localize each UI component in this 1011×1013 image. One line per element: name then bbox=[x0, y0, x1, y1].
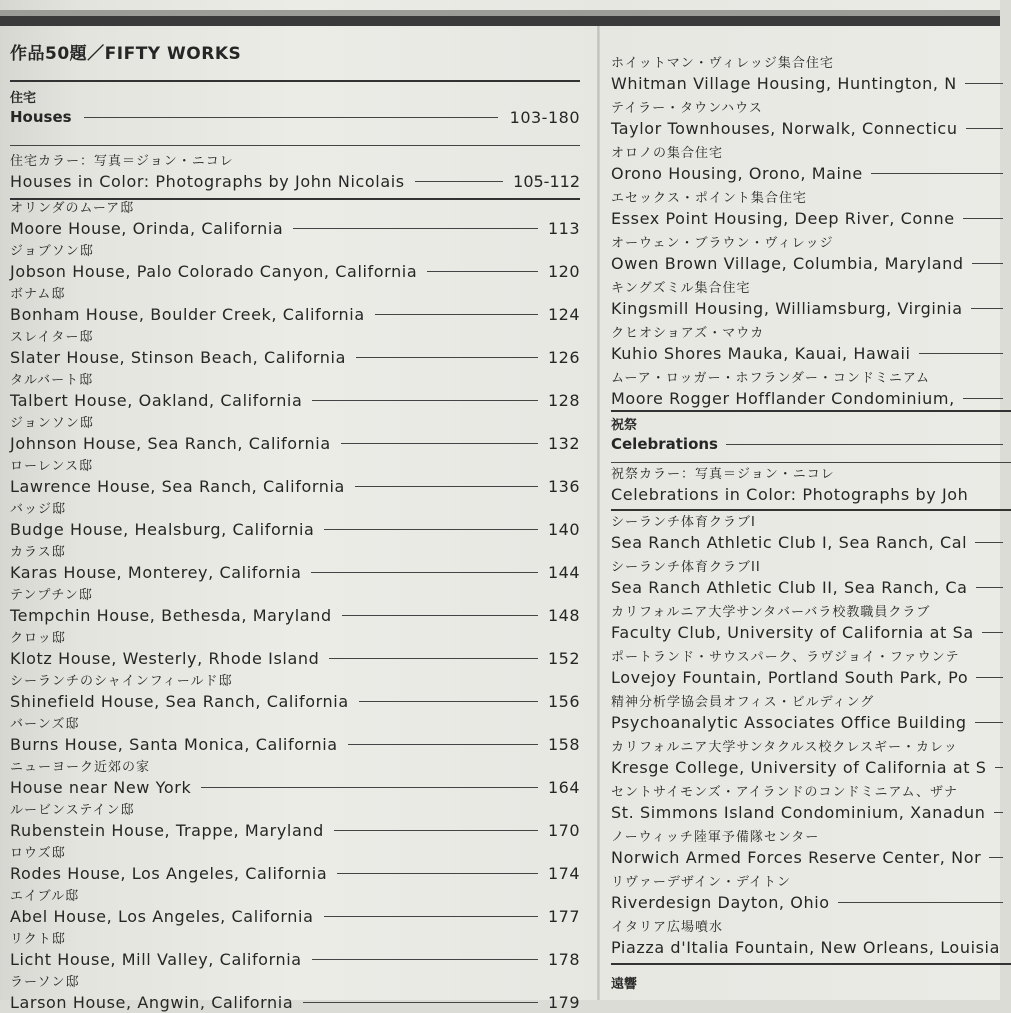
page-number: 126 bbox=[547, 347, 580, 367]
list-item bbox=[611, 601, 1011, 646]
entry-title-ja: 精神分析学協会員オフィス・ビルディング bbox=[611, 695, 875, 710]
entry-title-en: Kingsmill Housing, Williamsburg, Virginia bbox=[611, 298, 963, 318]
entry-title-ja: オロノの集合住宅 bbox=[611, 146, 724, 161]
list-item bbox=[611, 142, 1011, 187]
leader-line bbox=[982, 632, 1003, 633]
left-column bbox=[10, 40, 580, 1013]
leader-line bbox=[375, 314, 538, 315]
entry-title-ja: スレイター邸 bbox=[10, 330, 94, 345]
entry-title-ja: ラーソン邸 bbox=[10, 975, 80, 990]
entry-title-en: Rubenstein House, Trappe, Maryland bbox=[10, 820, 324, 840]
entry-title-ja: シーランチのシャインフィールド邸 bbox=[10, 674, 233, 689]
list-item bbox=[10, 755, 580, 798]
leader-line bbox=[334, 830, 538, 831]
list-item bbox=[611, 367, 1011, 412]
entry-title-en: Moore Rogger Hofflander Condominium, bbox=[611, 388, 955, 408]
page-number: 156 bbox=[547, 691, 580, 711]
entry-title-en: Jobson House, Palo Colorado Canyon, California bbox=[10, 261, 418, 281]
entry-title-en: Burns House, Santa Monica, California bbox=[10, 734, 338, 754]
list-item bbox=[10, 368, 580, 411]
entry-title-en: Tempchin House, Bethesda, Maryland bbox=[10, 605, 332, 625]
entry-title-ja: カリフォルニア大学サンタバーバラ校教職員クラブ bbox=[611, 605, 931, 620]
leader-line bbox=[341, 443, 538, 444]
list-item bbox=[611, 511, 1011, 556]
leader-line bbox=[976, 587, 1004, 588]
section-title-ja: 住宅 bbox=[10, 91, 37, 106]
list-item bbox=[611, 52, 1011, 97]
list-item bbox=[611, 871, 1011, 916]
entry-title-ja: エイブル邸 bbox=[10, 889, 80, 904]
entry-title-ja: テンプチン邸 bbox=[10, 588, 93, 603]
list-item bbox=[10, 841, 580, 884]
page-number: 120 bbox=[547, 261, 580, 281]
page-number: 144 bbox=[547, 562, 580, 582]
footer-section-ja: 遠響 bbox=[611, 977, 638, 992]
entry-title-ja: イタリア広場噴水 bbox=[611, 920, 724, 935]
leader-line bbox=[919, 353, 1003, 354]
entry-title-en: Lawrence House, Sea Ranch, California bbox=[10, 476, 345, 496]
entry-title-en: Rodes House, Los Angeles, California bbox=[10, 863, 328, 883]
leader-line bbox=[312, 959, 538, 960]
entry-title-en: Taylor Townhouses, Norwalk, Connecticu bbox=[611, 118, 958, 138]
entry-title-ja: キングズミル集合住宅 bbox=[611, 281, 751, 296]
entry-title-ja: オリンダのムーア邸 bbox=[10, 201, 135, 216]
entry-title-ja: エセックス・ポイント集合住宅 bbox=[611, 191, 807, 206]
entry-title-en: Sea Ranch Athletic Club II, Sea Ranch, Ca bbox=[611, 577, 968, 597]
entry-title-en: Lovejoy Fountain, Portland South Park, Po bbox=[611, 667, 969, 687]
list-item bbox=[10, 239, 580, 282]
page-number: 152 bbox=[547, 648, 580, 668]
leader-line bbox=[293, 228, 538, 229]
section-title-ja: 祝祭 bbox=[611, 418, 638, 433]
color-section bbox=[10, 154, 580, 194]
list-item bbox=[10, 325, 580, 368]
entry-title-en: Talbert House, Oakland, California bbox=[10, 390, 303, 410]
entry-title-en: Klotz House, Westerly, Rhode Island bbox=[10, 648, 320, 668]
entry-title-ja: クヒオショアズ・マウカ bbox=[611, 326, 765, 341]
list-item bbox=[10, 196, 580, 239]
leader-line bbox=[342, 615, 538, 616]
entry-title-ja: リヴァーデザイン・デイトン bbox=[611, 875, 792, 890]
leader-line bbox=[971, 308, 1003, 309]
entry-title-ja: カラス邸 bbox=[10, 545, 66, 560]
color-section-ja: 祝祭カラー：写真＝ジョン・ニコレ bbox=[611, 467, 835, 482]
page-number: 132 bbox=[547, 433, 580, 453]
leader-line bbox=[359, 701, 538, 702]
list-item bbox=[611, 232, 1011, 277]
section-title-en: Houses bbox=[10, 108, 72, 126]
leader-line bbox=[965, 83, 1003, 84]
color-section bbox=[611, 463, 1011, 505]
entry-title-ja: ボナム邸 bbox=[10, 287, 66, 302]
list-item bbox=[611, 781, 1011, 826]
list-item bbox=[10, 454, 580, 497]
list-item bbox=[10, 970, 580, 1013]
list-item bbox=[611, 277, 1011, 322]
list-item bbox=[10, 927, 580, 970]
leader-line bbox=[311, 572, 537, 573]
entry-title-en: Faculty Club, University of California at Sa bbox=[611, 622, 974, 642]
leader-line bbox=[989, 857, 1003, 858]
section-celebrations bbox=[611, 418, 1011, 454]
page-number: 177 bbox=[547, 906, 580, 926]
title-rule bbox=[10, 80, 580, 82]
entry-title-ja: ジョブソン邸 bbox=[10, 244, 94, 259]
list-item bbox=[10, 411, 580, 454]
leader-line bbox=[975, 722, 1003, 723]
leader-line bbox=[356, 357, 538, 358]
top-rule bbox=[0, 16, 1000, 26]
section-rule bbox=[10, 145, 580, 146]
page-number: 113 bbox=[547, 218, 580, 238]
list-item bbox=[611, 556, 1011, 601]
list-item bbox=[10, 540, 580, 583]
leader-line bbox=[201, 787, 538, 788]
entry-title-en: Moore House, Orinda, California bbox=[10, 218, 284, 238]
page-number: 148 bbox=[547, 605, 580, 625]
entry-title-ja: ムーア・ロッガー・ホフランダー・コンドミニアム bbox=[611, 371, 931, 386]
page-title: 作品50題／FIFTY WORKS bbox=[10, 44, 242, 64]
entry-title-en: Orono Housing, Orono, Maine bbox=[611, 163, 863, 183]
list-item bbox=[10, 712, 580, 755]
color-section-pages: 105-112 bbox=[513, 171, 580, 191]
leader-line bbox=[324, 916, 538, 917]
leader-line bbox=[838, 902, 1003, 903]
entry-title-ja: オーウェン・ブラウン・ヴィレッジ bbox=[611, 236, 834, 251]
list-item bbox=[10, 884, 580, 927]
leader-line bbox=[329, 658, 538, 659]
right-column bbox=[611, 52, 1011, 992]
page-number: 128 bbox=[547, 390, 580, 410]
entry-list-bottom bbox=[611, 511, 1011, 961]
entry-title-en: Karas House, Monterey, California bbox=[10, 562, 302, 582]
page-number: 158 bbox=[547, 734, 580, 754]
entry-title-ja: ホイットマン・ヴィレッジ集合住宅 bbox=[611, 56, 834, 71]
color-section-en: Celebrations in Color: Photographs by Joh bbox=[611, 484, 969, 504]
entry-title-ja: シーランチ体育クラブII bbox=[611, 560, 761, 575]
list-item bbox=[611, 691, 1011, 736]
list-item bbox=[10, 282, 580, 325]
entry-title-en: Norwich Armed Forces Reserve Center, Nor bbox=[611, 847, 982, 867]
color-section-en: Houses in Color: Photographs by John Nicolais bbox=[10, 171, 405, 191]
section-pages: 103-180 bbox=[509, 107, 580, 127]
list-item bbox=[10, 798, 580, 841]
entry-title-en: Slater House, Stinson Beach, California bbox=[10, 347, 346, 367]
page-number: 164 bbox=[547, 777, 580, 797]
color-section-ja: 住宅カラー：写真＝ジョン・ニコレ bbox=[10, 154, 234, 169]
leader-line bbox=[427, 271, 538, 272]
entry-title-en: Owen Brown Village, Columbia, Maryland bbox=[611, 253, 964, 273]
entry-title-en: Budge House, Healsburg, California bbox=[10, 519, 315, 539]
entry-title-en: St. Simmons Island Condominium, Xanadun bbox=[611, 802, 986, 822]
entry-title-ja: タルバート邸 bbox=[10, 373, 94, 388]
entry-title-en: Whitman Village Housing, Huntington, N bbox=[611, 73, 957, 93]
list-item bbox=[611, 646, 1011, 691]
entry-title-ja: ポートランド・サウスパーク、ラヴジョイ・ファウンテ bbox=[611, 650, 960, 665]
entry-list-top bbox=[611, 52, 1011, 412]
entry-title-en: Psychoanalytic Associates Office Building bbox=[611, 712, 967, 732]
page-number: 136 bbox=[547, 476, 580, 496]
entry-title-ja: セントサイモンズ・アイランドのコンドミニアム、ザナ bbox=[611, 785, 959, 800]
list-item bbox=[10, 497, 580, 540]
leader-line bbox=[963, 218, 1003, 219]
leader-line bbox=[312, 400, 538, 401]
entry-title-en: Larson House, Angwin, California bbox=[10, 992, 294, 1012]
entry-title-ja: クロッ邸 bbox=[10, 631, 66, 646]
entry-title-ja: バーンズ邸 bbox=[10, 717, 80, 732]
list-item bbox=[10, 669, 580, 712]
entry-title-ja: ノーウィッチ陸軍予備隊センター bbox=[611, 830, 820, 845]
entry-title-en: Shinefield House, Sea Ranch, California bbox=[10, 691, 349, 711]
column-gutter bbox=[597, 26, 600, 1000]
entry-title-en: Sea Ranch Athletic Club I, Sea Ranch, Cal bbox=[611, 532, 968, 552]
entry-title-ja: ルービンステイン邸 bbox=[10, 803, 135, 818]
leader-line bbox=[995, 767, 1003, 768]
entry-title-ja: ローレンス邸 bbox=[10, 459, 94, 474]
entry-title-ja: バッジ邸 bbox=[10, 502, 67, 517]
entry-title-en: Riverdesign Dayton, Ohio bbox=[611, 892, 830, 912]
page-number: 170 bbox=[547, 820, 580, 840]
entry-title-ja: テイラー・タウンハウス bbox=[611, 101, 763, 116]
page-number: 124 bbox=[547, 304, 580, 324]
entry-title-en: House near New York bbox=[10, 777, 192, 797]
list-item bbox=[611, 187, 1011, 232]
leader-line bbox=[994, 812, 1003, 813]
page-number: 174 bbox=[547, 863, 580, 883]
entry-title-ja: シーランチ体育クラブI bbox=[611, 515, 756, 530]
leader-line bbox=[324, 529, 538, 530]
leader-line bbox=[972, 263, 1003, 264]
leader-line bbox=[975, 542, 1003, 543]
leader-line bbox=[966, 128, 1003, 129]
leader-line bbox=[348, 744, 538, 745]
page-number: 179 bbox=[547, 992, 580, 1012]
section-title-en: Celebrations bbox=[611, 435, 718, 453]
entry-title-en: Essex Point Housing, Deep River, Conne bbox=[611, 208, 955, 228]
bottom-rule bbox=[611, 963, 1011, 965]
list-item bbox=[611, 322, 1011, 367]
entry-title-ja: ジョンソン邸 bbox=[10, 416, 94, 431]
list-item bbox=[611, 97, 1011, 142]
leader-line bbox=[303, 1002, 538, 1003]
entry-title-en: Kresge College, University of California at S bbox=[611, 757, 987, 777]
entry-title-en: Johnson House, Sea Ranch, California bbox=[10, 433, 331, 453]
leader-line bbox=[976, 677, 1003, 678]
entry-title-en: Piazza d'Italia Fountain, New Orleans, Louisia bbox=[611, 937, 1000, 957]
page-number: 178 bbox=[547, 949, 580, 969]
list-item bbox=[10, 583, 580, 626]
page-number: 140 bbox=[547, 519, 580, 539]
entry-title-en: Bonham House, Boulder Creek, California bbox=[10, 304, 365, 324]
leader-line bbox=[337, 873, 538, 874]
list-item bbox=[611, 916, 1011, 961]
leader-line bbox=[963, 398, 1003, 399]
list-item bbox=[10, 626, 580, 669]
entry-title-en: Licht House, Mill Valley, California bbox=[10, 949, 302, 969]
leader-line bbox=[355, 486, 538, 487]
leader-line bbox=[871, 173, 1003, 174]
section-houses bbox=[10, 91, 580, 133]
entry-title-ja: ニューヨーク近郊の家 bbox=[10, 760, 151, 775]
entry-title-en: Kuhio Shores Mauka, Kauai, Hawaii bbox=[611, 343, 911, 363]
entry-title-ja: カリフォルニア大学サンタクルス校クレスギー・カレッ bbox=[611, 740, 958, 755]
entry-title-en: Abel House, Los Angeles, California bbox=[10, 906, 314, 926]
entry-list bbox=[10, 196, 580, 1013]
entry-title-ja: リクト邸 bbox=[10, 932, 66, 947]
entry-title-ja: ロウズ邸 bbox=[10, 846, 66, 861]
list-item bbox=[611, 736, 1011, 781]
list-item bbox=[611, 826, 1011, 871]
